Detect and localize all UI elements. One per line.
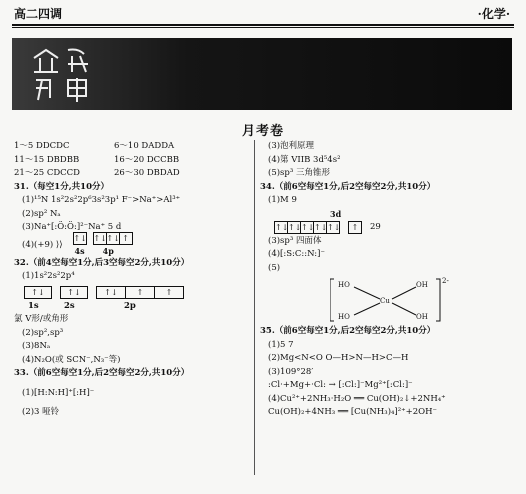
q33-heading: 33.（前6空每空1分,后2空每空2分,共10分）	[14, 368, 190, 378]
ligand-ho-bottom: HO	[338, 313, 350, 321]
orbital-labels	[28, 300, 250, 314]
q31-line1: (1)¹⁵N 1s²2s²2p⁶3s²3p¹ F⁻>Na⁺>Al³⁺	[22, 195, 181, 205]
q31-heading: 31.（每空1分,共10分）	[14, 181, 109, 192]
q34-line4: (5)	[268, 262, 281, 273]
orbital-box-4s: ↑↓	[73, 234, 87, 244]
q32-line4: (3)8Nₐ	[22, 341, 51, 351]
q34-heading: 34.（前6空每空1分,后2空每空2分,共10分）	[260, 181, 436, 192]
label-3d: 3d	[330, 208, 342, 219]
q31-line3: (3)Na⁺[:Ö:Ö:]²⁻Na⁺ 5 d	[22, 222, 122, 232]
atomic-number: 29	[370, 222, 381, 232]
q34-line3: (4)[:S:C::N:]⁻	[268, 249, 325, 259]
orbital-box-4p: ↑↓ ↑↓ ↑	[93, 232, 133, 245]
q31-line4: (4)(+9) ⟩⟩ ↑↓ ↑↓ ↑↓ ↑ 4s 4p	[14, 235, 250, 257]
header-right: ·化学·	[477, 7, 510, 21]
orbital-3d-4s	[274, 221, 516, 235]
q35-line1: (1)5 7	[268, 339, 294, 350]
orbital-box-3d: ↑↓ ↑↓ ↑↓ ↑↓ ↑↓	[275, 223, 341, 233]
cu-complex-structure	[330, 277, 450, 323]
orbital-box-2s: ↑↓	[60, 286, 88, 299]
answer-row-1: 1～5 DDCDC 6～10 DADDA	[14, 141, 175, 151]
column-divider	[254, 140, 255, 475]
orbital-box-1s: ↑↓	[24, 286, 52, 299]
q35-line4: :Cl·+Mg+·Cl: → [:Cl:]⁻Mg²⁺[:Cl:]⁻	[268, 380, 413, 390]
q35-line2: (2)Mg<N<O O—H>N—H>C—H	[268, 353, 409, 363]
central-cu: Cu	[380, 297, 390, 305]
calligraphy-logo	[28, 44, 108, 104]
orbital-box-2p: ↑↓ ↑ ↑	[96, 286, 184, 299]
q32-line5: (4)N₂O(或 SCN⁻,N₃⁻等)	[22, 354, 121, 365]
q34-line2: (3)sp³ 四面体	[268, 235, 322, 246]
orbital-diagram-o	[24, 286, 250, 299]
banner	[12, 38, 512, 110]
q32-line1: (1)1s²2s²2p⁴	[22, 271, 75, 281]
q35-line6: Cu(OH)₂+4NH₃ ══ [Cu(NH₃)₄]²⁺+2OH⁻	[268, 407, 438, 417]
q32-heading: 32.（前4空每空1分,后3空每空2分,共10分）	[14, 257, 190, 268]
q32-line3: (2)sp²,sp³	[22, 327, 64, 338]
label-1s: 1s	[28, 300, 39, 311]
label-2p: 2p	[124, 300, 136, 311]
ligand-oh-top: OH	[416, 281, 428, 289]
r-line2: (4)第 VIIB 3d⁵4s²	[268, 154, 341, 165]
page-title: 月考卷	[241, 124, 284, 139]
q33-line1: (1)[H:N:H]⁺[:H]⁻	[22, 387, 95, 398]
r-line1: (3)泡利原理	[268, 141, 315, 151]
q35-line5: (4)Cu²⁺+2NH₃·H₂O ══ Cu(OH)₂↓+2NH₄⁺	[268, 393, 446, 404]
right-column	[260, 140, 516, 420]
answer-row-2: 11～15 DBDBB 16～20 DCCBB	[14, 154, 180, 165]
label-4p: 4p	[102, 246, 114, 257]
q35-line3: (3)109°28′	[268, 366, 314, 377]
q32-line2: 氯 V形/或角形	[14, 314, 69, 324]
header-rule	[12, 24, 514, 26]
ligand-oh-bottom: OH	[416, 313, 428, 321]
r-line3: (5)sp³ 三角锥形	[268, 168, 330, 178]
ligand-ho-top: HO	[338, 281, 350, 289]
q34-line1: (1)M 9	[268, 195, 297, 205]
left-column	[14, 140, 250, 420]
header-left: 高二四调	[14, 7, 63, 21]
label-2s: 2s	[64, 300, 75, 311]
q31-line2: (2)sp² Nₐ	[22, 208, 61, 219]
q33-line2: (2)3 哑铃	[22, 407, 60, 417]
complex-charge: 2-	[442, 277, 449, 285]
answer-row-3: 21～25 CDCCD 26～30 DBDAD	[14, 168, 180, 178]
q35-heading: 35.（前6空每空1分,后2空每空2分,共10分）	[260, 326, 436, 336]
orbital-box-4s-cu: ↑	[348, 221, 362, 234]
orbital-4s-4p	[73, 232, 133, 259]
header-rule-thin	[12, 27, 514, 28]
label-4s: 4s	[74, 246, 85, 257]
